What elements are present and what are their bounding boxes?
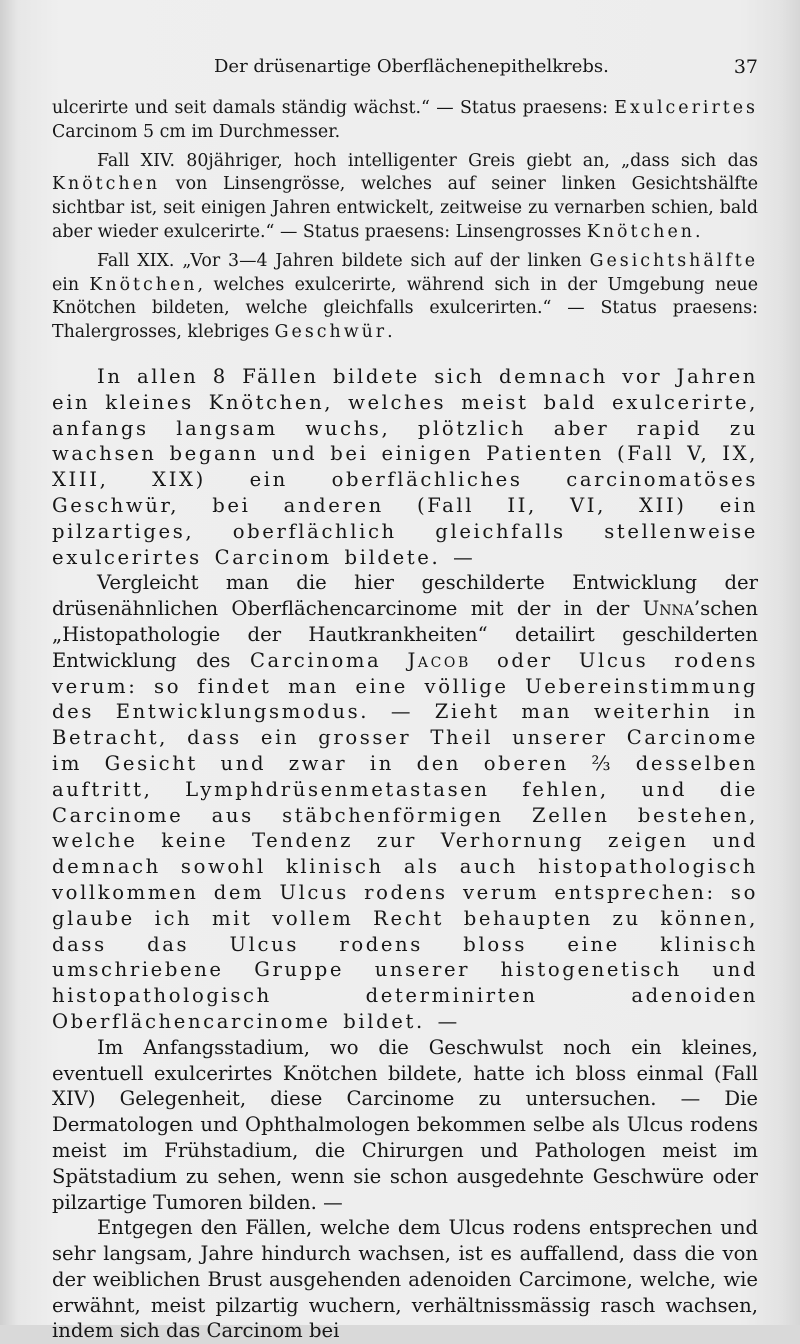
running-header	[52, 56, 758, 84]
paragraph-comparison: Vergleicht man die hier geschilderte Entwicklung der drüsenähnlichen Oberflächencarcinome mit der in der Unna’schen „Histopathologie der Hautkrankheiten“ detailirt geschilderten Entwicklung des Carcinoma Jacob oder Ulcus rodens verum: so findet man eine völlige Uebereinstimmung des Entwicklungsmodus. — Zieht man weiterhin in Betracht, dass ein grosser Theil unserer Carcinome im Gesicht und zwar in den oberen ⅔ desselben auftritt, Lymphdrüsenmetastasen fehlen, und die Carcinome aus stäbchenförmigen Zellen bestehen, welche keine Tendenz zur Verhornung zeigen und demnach sowohl klinisch als auch histopathologisch vollkommen dem Ulcus rodens verum entsprechen: so glaube ich mit vollem Recht behaupten zu können, dass das Ulcus rodens bloss eine klinisch umschriebene Gruppe unserer histogenetisch und histopathologisch determinirten adenoiden Oberflächencarcinome bildet. —	[52, 571, 758, 1033]
paragraph-early-stage: Im Anfangsstadium, wo die Geschwulst noch ein kleines, eventuell exulcerirtes Knötchen bildete, hatte ich bloss einmal (Fall XIV) Gelegenheit, diese Carcinome zu untersuchen. — Die Dermatologen und Ophthalmologen bekommen selbe als Ulcus rodens meist im Frühstadium, die Chirurgen und Pathologen meist im Spätstadium zu sehen, wenn sie schon ausgedehnte Geschwüre oder pilzartige Tumoren bilden. —	[52, 1035, 758, 1214]
paragraph-breast-carcinoma: Entgegen den Fällen, welche dem Ulcus rodens entsprechen und sehr langsam, Jahre hindurch wachsen, ist es auffallend, dass die von der weiblichen Brust ausgehenden adenoiden Carcimone, welche, wie erwähnt, meist pilzartig wuchern, verhältnissmässig rasch wachsen, indem sich das Carcinom bei	[52, 1216, 758, 1343]
case-notes	[52, 97, 758, 350]
case-note-fall-xiv: Fall XIV. 80jähriger, hoch intelligenter Greis giebt an, „dass sich das Knötchen von Linsengrösse, welches auf seiner linken Gesichtshälfte sichtbar ist, seit einigen Jahren entwickelt, zeitweise zu vernarben schien, bald aber wieder exulcerirte.“ — Status praesens: Linsengrosses Knötchen.	[52, 150, 758, 242]
author-name-unna: Unna	[642, 597, 694, 621]
author-name-jacob: Jacob	[407, 648, 471, 672]
page-number: 37	[733, 56, 758, 78]
running-title: Der drüsenartige Oberflächenepithelkrebs.	[214, 56, 609, 77]
main-text	[52, 364, 758, 1344]
case-note-continuation: ulcerirte und seit damals ständig wächst.“ — Status praesens: Exulcerirtes Carcinom 5 cm im Durchmesser.	[52, 98, 758, 142]
paragraph-summary: In allen 8 Fällen bildete sich demnach vor Jahren ein kleines Knötchen, welches meist bald exulcerirte, anfangs langsam wuchs, plötzlich aber rapid zu wachsen begann und bei einigen Patienten (Fall V, IX, XIII, XIX) ein oberflächliches carcinomatöses Geschwür, bei anderen (Fall II, VI, XII) ein pilzartiges, oberflächlich gleichfalls stellenweise exulcerirtes Carcinom bildete. —	[52, 365, 758, 569]
case-note-fall-xix: Fall XIX. „Vor 3—4 Jahren bildete sich auf der linken Gesichtshälfte ein Knötchen, welches exulcerirte, während sich in der Umgebung neue Knötchen bildeten, welche gleichfalls exulcerirten.“ — Status praesens: Thalergrosses, klebriges Geschwür.	[52, 250, 758, 343]
